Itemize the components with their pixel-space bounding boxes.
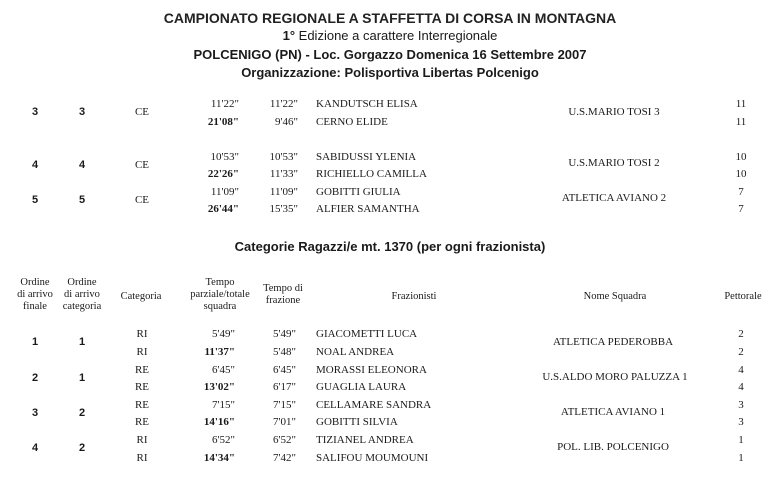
category: RE: [134, 416, 150, 428]
bib-number: 2: [738, 346, 744, 358]
bib-number: 11: [735, 98, 747, 110]
partial-time: 7'15": [212, 399, 235, 411]
leg-time: 7'42": [273, 452, 296, 464]
edition-ordinal: 1°: [282, 28, 296, 43]
runner-name: TIZIANEL ANDREA: [316, 434, 414, 446]
leg-time: 5'49": [273, 328, 296, 340]
col-leg-time: Tempo di frazione: [263, 283, 303, 306]
bib-number: 4: [738, 364, 744, 376]
col-team: Nome Squadra: [583, 291, 647, 302]
section-title: Categorie Ragazzi/e mt. 1370 (per ogni frazionista): [234, 239, 546, 254]
leg-time: 11'22": [269, 98, 298, 110]
category: CE: [134, 106, 150, 118]
order-final: 3: [31, 106, 39, 118]
bib-number: 1: [738, 452, 744, 464]
edition-line: [0, 28, 780, 43]
category: RE: [134, 364, 150, 376]
runner-name: NOAL ANDREA: [316, 346, 395, 358]
runner-name: GOBITTI SILVIA: [316, 416, 398, 428]
bib-number: 3: [738, 416, 744, 428]
partial-time: 21'08": [207, 116, 239, 128]
col-order-category: Ordine di arrivo categoria: [62, 277, 102, 312]
partial-time: 5'49": [212, 328, 235, 340]
leg-time: 6'52": [273, 434, 296, 446]
bib-number: 7: [738, 203, 744, 215]
col-order-final: Ordine di arrivo finale: [17, 277, 53, 312]
col-runners: Frazionisti: [391, 291, 437, 302]
col-partial-time: Tempo parziale/totale squadra: [190, 277, 250, 312]
runner-name: GOBITTI GIULIA: [316, 186, 401, 198]
order-category: 5: [78, 194, 86, 206]
team-name: U.S.MARIO TOSI 3: [568, 106, 660, 118]
bib-number: 2: [738, 328, 744, 340]
order-final: 4: [31, 442, 39, 454]
order-category: 4: [78, 159, 86, 171]
category: RI: [136, 328, 148, 340]
bib-number: 1: [738, 434, 744, 446]
runner-name: GIACOMETTI LUCA: [316, 328, 418, 340]
runner-name: CERNO ELIDE: [316, 116, 388, 128]
partial-time: 22'26": [207, 168, 239, 180]
partial-time: 14'34": [203, 452, 235, 464]
leg-time: 6'17": [273, 381, 296, 393]
team-name: U.S.MARIO TOSI 2: [568, 157, 660, 169]
partial-time: 10'53": [210, 151, 239, 163]
partial-time: 13'02": [203, 381, 235, 393]
leg-time: 11'09": [269, 186, 298, 198]
leg-time: 11'33": [269, 168, 298, 180]
category: RE: [134, 399, 150, 411]
col-category: Categoria: [120, 291, 162, 302]
leg-time: 7'01": [273, 416, 296, 428]
runner-name: ALFIER SAMANTHA: [316, 203, 420, 215]
team-name: U.S.ALDO MORO PALUZZA 1: [542, 371, 688, 383]
category: RI: [136, 346, 148, 358]
runner-name: GUAGLIA LAURA: [316, 381, 407, 393]
partial-time: 11'37": [204, 346, 235, 358]
order-final: 1: [31, 336, 39, 348]
order-category: 2: [78, 407, 86, 419]
partial-time: 6'52": [212, 434, 235, 446]
order-final: 3: [31, 407, 39, 419]
team-name: ATLETICA AVIANO 1: [560, 406, 666, 418]
category: RI: [136, 452, 148, 464]
order-category: 2: [78, 442, 86, 454]
location-date-line: POLCENIGO (PN) - Loc. Gorgazzo Domenica 16 Settembre 2007: [193, 47, 587, 62]
leg-time: 15'35": [269, 203, 298, 215]
bib-number: 3: [738, 399, 744, 411]
order-category: 1: [78, 372, 86, 384]
order-category: 3: [78, 106, 86, 118]
bib-number: 10: [735, 168, 747, 180]
bib-number: 10: [735, 151, 747, 163]
runner-name: SALIFOU MOUMOUNI: [316, 452, 429, 464]
partial-time: 11'09": [210, 186, 239, 198]
leg-time: 5'48": [273, 346, 296, 358]
order-final: 5: [31, 194, 39, 206]
runner-name: CELLAMARE SANDRA: [316, 399, 432, 411]
order-final: 4: [31, 159, 39, 171]
partial-time: 11'22": [210, 98, 239, 110]
edition-text: Edizione a carattere Interregionale: [298, 28, 498, 43]
order-final: 2: [31, 372, 39, 384]
team-name: POL. LIB. POLCENIGO: [557, 441, 669, 453]
team-name: ATLETICA PEDEROBBA: [552, 336, 674, 348]
runner-name: RICHIELLO CAMILLA: [316, 168, 427, 180]
col-bib: Pettorale: [724, 291, 762, 302]
leg-time: 9'46": [275, 116, 298, 128]
runner-name: SABIDUSSI YLENIA: [316, 151, 417, 163]
bib-number: 4: [738, 381, 744, 393]
category: CE: [134, 194, 150, 206]
page-title: CAMPIONATO REGIONALE A STAFFETTA DI CORSA IN MONTAGNA: [163, 10, 617, 26]
leg-time: 10'53": [269, 151, 298, 163]
organizer-line: Organizzazione: Polisportiva Libertas Polcenigo: [241, 65, 539, 80]
runner-name: KANDUTSCH ELISA: [316, 98, 418, 110]
partial-time: 14'16": [203, 416, 235, 428]
leg-time: 6'45": [273, 364, 296, 376]
category: CE: [134, 159, 150, 171]
team-name: ATLETICA AVIANO 2: [561, 192, 667, 204]
order-category: 1: [78, 336, 86, 348]
runner-name: MORASSI ELEONORA: [316, 364, 427, 376]
bib-number: 7: [738, 186, 744, 198]
partial-time: 26'44": [207, 203, 239, 215]
category: RI: [136, 434, 148, 446]
leg-time: 7'15": [273, 399, 296, 411]
category: RE: [134, 381, 150, 393]
partial-time: 6'45": [212, 364, 235, 376]
bib-number: 11: [735, 116, 747, 128]
